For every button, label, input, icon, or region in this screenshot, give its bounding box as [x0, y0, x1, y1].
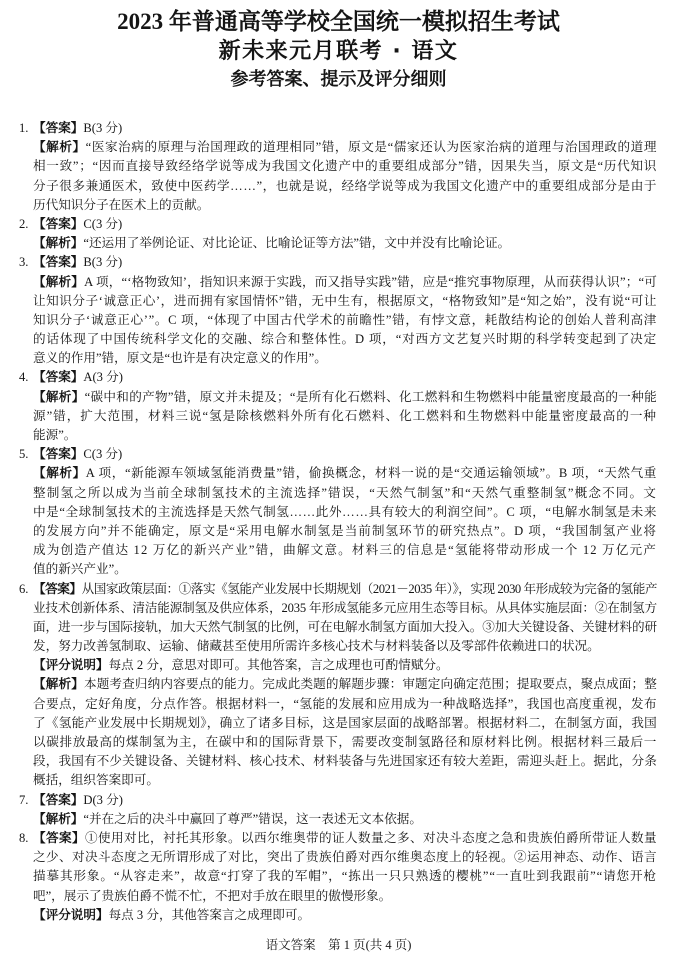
text-line: [33, 177, 657, 196]
line-text: 相一致”；“因而直接导致经络学说等成为我国文化遗产中的重要组成部分”错，因果失当，原文是“历代知识: [33, 159, 658, 174]
text-line: [33, 157, 657, 176]
line-text: 描摹其形象。“从容走来”，故意“打穿了我的军帽”，“拣出一只只熟透的樱桃”“一直吐到我跟前”“请您开枪: [33, 869, 657, 884]
question-number: 2.: [19, 216, 29, 231]
line-text: C(3 分): [83, 216, 123, 231]
text-line: [33, 138, 657, 157]
text-line: [33, 196, 657, 215]
line-content: [33, 850, 657, 864]
line-text: C(3 分): [83, 447, 123, 462]
text-line: [33, 541, 657, 560]
text-line: [33, 407, 657, 426]
line-content: [33, 562, 127, 576]
line-content: [33, 658, 449, 672]
section-label: 【答案】: [33, 830, 85, 845]
line-text: 知识分子‘诚意正心’”。C 项，“体现了中国古代学术的前瞻性”错，有悖文意，耗散结构论的创始人普利高津: [33, 312, 657, 327]
paragraph: [19, 791, 657, 810]
line-text: 本题考查归纳内容要点的能力。完成此类题的解题步骤：审题定向确定范围；提取要点，聚点成面；整: [83, 677, 658, 692]
line-content: [33, 121, 122, 135]
text-line: [19, 445, 657, 464]
paragraph: [19, 253, 657, 272]
line-content: [33, 255, 122, 269]
question-item: [19, 580, 658, 791]
paragraph: [19, 368, 657, 387]
text-line: [33, 733, 657, 752]
section-label: 【答案】: [33, 255, 84, 270]
line-content: [33, 697, 657, 711]
text-line: [33, 311, 657, 330]
text-line: [19, 829, 657, 848]
answer-body: [19, 119, 658, 925]
section-label: 【解析】: [33, 389, 85, 404]
line-text: ①使用对比，衬托其形象。以西尔维奥带的证人数量之多、对决斗态度之急和贵族伯爵所带证人数量: [85, 830, 657, 845]
line-content: [33, 447, 122, 461]
question-number: 6.: [19, 581, 29, 596]
text-line: [33, 484, 657, 503]
line-text: 分子很多兼通医术，致使中医药学……”，也就是说，经络学说等成为我国文化遗产中的重要组成部分是由于: [33, 178, 657, 193]
question-number: 7.: [19, 792, 29, 807]
line-text: 的发展方向”并不能确定，原文是“采用电解水制氢是当前制氢环节的研究热点”。D 项，“我国制氢产业将: [33, 523, 658, 538]
text-line: [33, 330, 657, 349]
line-content: [33, 159, 657, 173]
line-text: 了《氢能产业发展中长期规划》，确立了诸多目标，这是国家层面的战略部署。根据材料二，在制氢方面，我国: [33, 715, 657, 730]
line-content: [33, 370, 123, 384]
text-line: [33, 695, 657, 714]
paragraph: [33, 234, 657, 253]
line-text: 面，进一步与国际接轨，加大天然气制氢的比例，可在电解水制氢方面加大投入。③加大关键设备、关键材料的研: [33, 619, 657, 634]
line-content: [33, 639, 600, 653]
text-line: [33, 752, 657, 771]
section-label: 【答案】: [33, 792, 84, 807]
paragraph: [33, 906, 657, 925]
text-line: [33, 234, 657, 253]
line-text: 发，努力改善氢制取、运输、储藏甚至使用所需许多核心技术与材料装备以及零部件依赖进口的状况。: [33, 639, 600, 654]
line-text: 源”错，扩大范围，材料三说“氢是除核燃料外所有化石燃料、化工燃料和生物燃料中能量密度最高的一种: [33, 408, 658, 423]
question-item: [19, 829, 657, 925]
text-line: [19, 253, 657, 272]
page-footer: 语文答案 第 1 页(共 4 页): [265, 938, 412, 952]
text-line: [33, 349, 657, 368]
line-content: [33, 889, 391, 903]
line-content: [33, 486, 657, 500]
text-line: [33, 675, 657, 694]
text-line: [33, 906, 657, 925]
line-text: “碳中和的产物”错，原文并未提及；“是所有化石燃料、化工燃料和生物燃料中能量密度最高的一种能: [84, 389, 657, 404]
line-content: [33, 735, 657, 749]
section-label: 【答案】: [33, 121, 84, 135]
paragraph: [19, 215, 657, 234]
line-content: [33, 601, 657, 615]
line-text: A 项，“‘格物致知’，指知识来源于实践，而又指导实践”错，应是“推究事物原理，从而获得认识”；“可: [84, 274, 658, 289]
line-content: [33, 793, 123, 807]
text-line: [33, 426, 657, 445]
paragraph: [19, 580, 657, 657]
text-line: [33, 637, 657, 656]
line-content: [33, 409, 657, 423]
paragraph: [33, 464, 657, 579]
paragraph: [19, 445, 657, 464]
question-number: 4.: [19, 370, 29, 385]
text-line: [33, 714, 657, 733]
line-text: 中是“全球制氢技术的主流选择是天然气制氢……此外……具有较大的利润空间”。C 项，“电解水制氢是未来: [33, 504, 657, 519]
text-line: [33, 388, 657, 407]
section-label: 【答案】: [33, 216, 84, 231]
text-line: [33, 848, 657, 867]
text-line: [33, 292, 657, 311]
text-line: [33, 522, 657, 541]
line-text: 合要点，定好角度，分点作答。根据材料一，“氢能的发展和应用成为一种战略选择”，我国也高度重视，发布: [33, 696, 658, 711]
line-text: 成为创造产值达 12 万亿的新兴产业”错，曲解文意。材料三的信息是“氢能将带动形成一个 12 万亿元产: [33, 543, 658, 558]
text-line: [33, 810, 657, 829]
line-content: [33, 773, 159, 787]
line-text: 让知识分子‘诚意正心’，进而拥有家国情怀”错，无中生有，根据原文，“格物致知”是“知之始”，没有说“可让: [33, 293, 657, 308]
line-content: [33, 869, 657, 883]
text-line: [19, 215, 657, 234]
section-label: 【评分说明】: [33, 907, 109, 922]
paragraph: [33, 656, 657, 675]
line-content: [33, 179, 657, 193]
section-label: 【解析】: [33, 274, 85, 289]
question-number: 5.: [19, 447, 29, 462]
line-text: 的话体现了中国传统科学文化的交融、综合和整体性。D 项，“对西方文艺复兴时期的科学转变起到了决定: [33, 332, 658, 347]
answer-key-heading: 参考答案、提示及评分细则: [230, 69, 447, 90]
line-text: 整制氢之所以成为当前全球制氢技术的主流选择”错误，“天然气制氢”和“天然气重整制氢”概念不同。文: [33, 485, 658, 500]
line-text: “医家治病的原理与治国理政的道理相同”错，原文是“儒家还认为医家治病的道理与治国理政的道理: [85, 140, 658, 155]
text-line: [33, 887, 657, 906]
text-line: [19, 119, 657, 138]
line-text: 段，我国有不少关键设备、关键材料、核心技术、材料装备与先进国家还有较大差距，需迎头赶上。据此，分条: [33, 754, 658, 769]
text-line: [33, 464, 657, 483]
text-line: [19, 791, 657, 810]
question-number: 8.: [19, 830, 29, 845]
text-line: [33, 618, 657, 637]
line-content: [33, 524, 657, 538]
line-content: [33, 908, 310, 922]
section-label: 【解析】: [33, 811, 84, 826]
paragraph: [33, 388, 657, 446]
question-item: [19, 253, 658, 368]
line-content: [33, 236, 510, 250]
line-text: 吧”，展示了贵族伯爵不慌不忙，不把对手放在眼里的傲慢形象。: [33, 888, 392, 903]
line-text: B(3 分): [83, 121, 123, 135]
question-item: [19, 119, 658, 215]
line-text: 能源”。: [33, 428, 77, 442]
line-content: [33, 140, 657, 154]
section-label: 【解析】: [33, 236, 84, 251]
question-item: [19, 368, 658, 445]
line-text: 以碳排放最高的煤制氢为主，在碳中和的国际背景下，需要改变制氢路径和原材料比例。根据材料三最后一: [33, 735, 658, 749]
section-label: 【答案】: [33, 370, 84, 385]
line-content: [33, 332, 657, 346]
line-text: A(3 分): [83, 370, 123, 385]
line-text: 业技术创新体系、清洁能源制氢及供应体系，2035 年形成氢能多元应用生态等目标。从具体实施层面：②在制氢方: [33, 600, 657, 615]
line-text: D(3 分): [83, 792, 123, 807]
line-content: [33, 313, 657, 327]
line-content: [33, 505, 657, 519]
paragraph: [19, 829, 657, 906]
line-content: [33, 754, 657, 768]
section-label: 【解析】: [33, 466, 86, 481]
question-item: [19, 215, 657, 253]
line-text: B(3 分): [83, 255, 123, 270]
line-content: [33, 543, 657, 557]
paragraph: [33, 675, 657, 790]
section-label: 【解析】: [33, 140, 86, 155]
text-line: [33, 503, 657, 522]
line-text: 意义的作用”错，原文是“也许是有决定意义的作用”。: [33, 351, 327, 366]
section-label: 【解析】: [33, 677, 84, 692]
line-content: [33, 716, 657, 730]
line-text: 概括，组织答案即可。: [33, 773, 159, 788]
line-content: [33, 275, 657, 289]
question-number: 1.: [19, 121, 29, 135]
exam-title: 2023 年普通高等学校全国统一模拟招生考试: [117, 9, 560, 34]
line-text: 之少、对决斗态度之无所谓形成了对比，突出了贵族伯爵对西尔维奥态度上的轻视。②运用神态、动作、语言: [33, 850, 657, 865]
text-line: [33, 867, 657, 886]
text-line: [33, 771, 657, 790]
text-line: [19, 580, 657, 599]
line-content: [33, 620, 657, 634]
line-content: [33, 198, 209, 212]
line-content: [33, 217, 122, 231]
paragraph: [33, 810, 657, 829]
line-text: 每点 2 分，意思对即可。其他答案，言之成理也可酌情赋分。: [108, 658, 449, 673]
paragraph: [19, 119, 657, 138]
line-text: 历代知识分子在医术上的贡献。: [33, 197, 210, 212]
line-content: [33, 582, 657, 596]
question-item: [19, 445, 658, 579]
line-text: 每点 3 分，其他答案言之成理即可。: [108, 907, 311, 922]
line-content: [33, 812, 422, 826]
line-text: A 项，“新能源车领域氢能消费量”错，偷换概念，材料一说的是“交通运输领域”。B 项，“天然气重: [85, 466, 657, 481]
paragraph: [33, 273, 657, 369]
line-content: [33, 390, 657, 404]
line-content: [33, 294, 657, 308]
line-text: “还运用了举例论证、对比论证、比喻论证等方法”错，文中并没有比喻论证。: [83, 236, 511, 251]
line-content: [33, 351, 327, 365]
text-line: [33, 656, 657, 675]
section-label: 【评分说明】: [33, 658, 109, 673]
text-line: [33, 560, 657, 579]
section-label: 【答案】: [33, 447, 84, 462]
line-text: 值的新兴产业”。: [33, 562, 127, 577]
line-content: [33, 677, 657, 691]
question-number: 3.: [19, 255, 29, 270]
exam-subtitle: 新未来元月联考 · 语文: [218, 39, 459, 64]
line-text: 从国家政策层面：①落实《氢能产业发展中长期规划（2021－2035 年）》，实现 2030 年形成较为完备的氢能产: [81, 581, 657, 596]
text-line: [33, 599, 657, 618]
line-content: [33, 831, 657, 845]
line-text: “并在之后的决斗中赢回了尊严”错误，这一表述无文本依据。: [83, 811, 422, 826]
question-item: [19, 791, 657, 829]
line-content: [33, 466, 657, 480]
text-line: [19, 368, 657, 387]
paragraph: [33, 138, 657, 215]
line-content: [33, 428, 76, 442]
section-label: 【答案】: [33, 581, 82, 596]
text-line: [33, 273, 657, 292]
